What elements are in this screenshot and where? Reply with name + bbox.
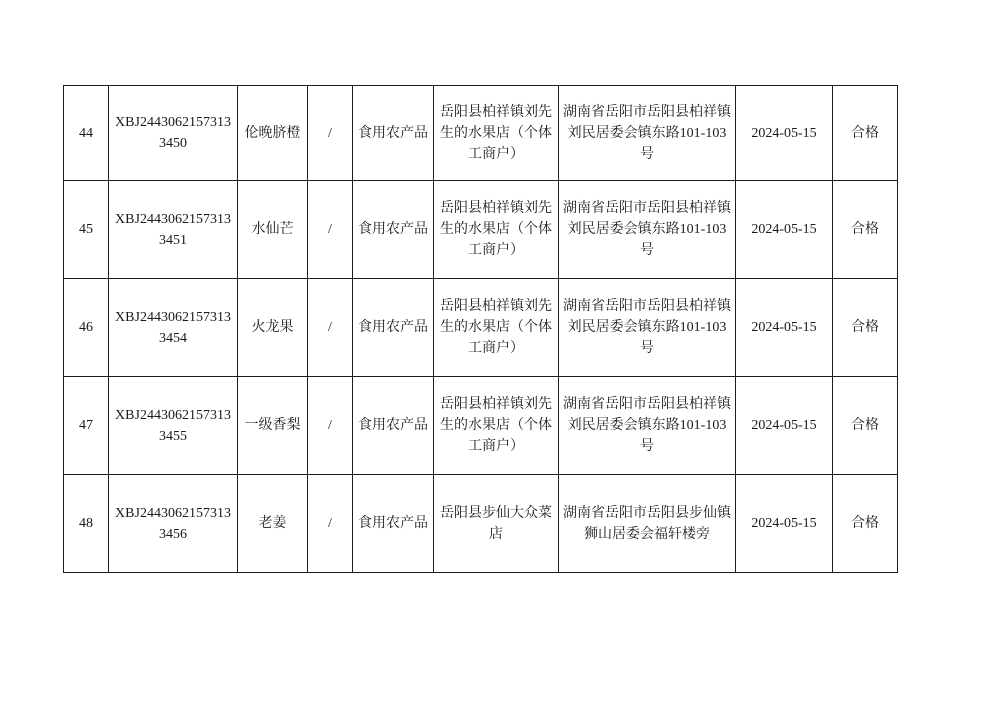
inspection-table bbox=[63, 85, 898, 573]
category-cell: 食用农产品 bbox=[353, 279, 434, 377]
result-cell: 合格 bbox=[833, 86, 898, 181]
product-name-cell: 一级香梨 bbox=[238, 377, 308, 475]
date-cell: 2024-05-15 bbox=[736, 86, 833, 181]
address-cell: 湖南省岳阳市岳阳县柏祥镇刘民居委会镇东路101-103号 bbox=[559, 279, 736, 377]
product-name-cell: 火龙果 bbox=[238, 279, 308, 377]
result-cell: 合格 bbox=[833, 377, 898, 475]
product-name-cell: 伦晚脐橙 bbox=[238, 86, 308, 181]
sample-id-cell: XBJ24430621573133451 bbox=[109, 181, 238, 279]
sample-id-cell: XBJ24430621573133454 bbox=[109, 279, 238, 377]
sample-id-cell: XBJ24430621573133450 bbox=[109, 86, 238, 181]
date-cell: 2024-05-15 bbox=[736, 279, 833, 377]
date-cell: 2024-05-15 bbox=[736, 475, 833, 573]
address-cell: 湖南省岳阳市岳阳县步仙镇狮山居委会福轩楼旁 bbox=[559, 475, 736, 573]
seller-cell: 岳阳县柏祥镇刘先生的水果店（个体工商户） bbox=[434, 181, 559, 279]
table-row bbox=[64, 475, 898, 573]
spec-cell: / bbox=[308, 475, 353, 573]
table-row bbox=[64, 86, 898, 181]
date-cell: 2024-05-15 bbox=[736, 377, 833, 475]
category-cell: 食用农产品 bbox=[353, 475, 434, 573]
date-cell: 2024-05-15 bbox=[736, 181, 833, 279]
product-name-cell: 老姜 bbox=[238, 475, 308, 573]
result-cell: 合格 bbox=[833, 475, 898, 573]
seller-cell: 岳阳县步仙大众菜店 bbox=[434, 475, 559, 573]
seller-cell: 岳阳县柏祥镇刘先生的水果店（个体工商户） bbox=[434, 86, 559, 181]
seller-cell: 岳阳县柏祥镇刘先生的水果店（个体工商户） bbox=[434, 377, 559, 475]
address-cell: 湖南省岳阳市岳阳县柏祥镇刘民居委会镇东路101-103号 bbox=[559, 377, 736, 475]
spec-cell: / bbox=[308, 86, 353, 181]
seller-cell: 岳阳县柏祥镇刘先生的水果店（个体工商户） bbox=[434, 279, 559, 377]
sample-id-cell: XBJ24430621573133455 bbox=[109, 377, 238, 475]
address-cell: 湖南省岳阳市岳阳县柏祥镇刘民居委会镇东路101-103号 bbox=[559, 181, 736, 279]
address-cell: 湖南省岳阳市岳阳县柏祥镇刘民居委会镇东路101-103号 bbox=[559, 86, 736, 181]
row-number-cell: 46 bbox=[64, 279, 109, 377]
result-cell: 合格 bbox=[833, 181, 898, 279]
product-name-cell: 水仙芒 bbox=[238, 181, 308, 279]
spec-cell: / bbox=[308, 279, 353, 377]
spec-cell: / bbox=[308, 181, 353, 279]
row-number-cell: 45 bbox=[64, 181, 109, 279]
table-row bbox=[64, 279, 898, 377]
row-number-cell: 47 bbox=[64, 377, 109, 475]
table-row bbox=[64, 181, 898, 279]
spec-cell: / bbox=[308, 377, 353, 475]
row-number-cell: 44 bbox=[64, 86, 109, 181]
table-row bbox=[64, 377, 898, 475]
result-cell: 合格 bbox=[833, 279, 898, 377]
sample-id-cell: XBJ24430621573133456 bbox=[109, 475, 238, 573]
category-cell: 食用农产品 bbox=[353, 377, 434, 475]
category-cell: 食用农产品 bbox=[353, 86, 434, 181]
category-cell: 食用农产品 bbox=[353, 181, 434, 279]
row-number-cell: 48 bbox=[64, 475, 109, 573]
